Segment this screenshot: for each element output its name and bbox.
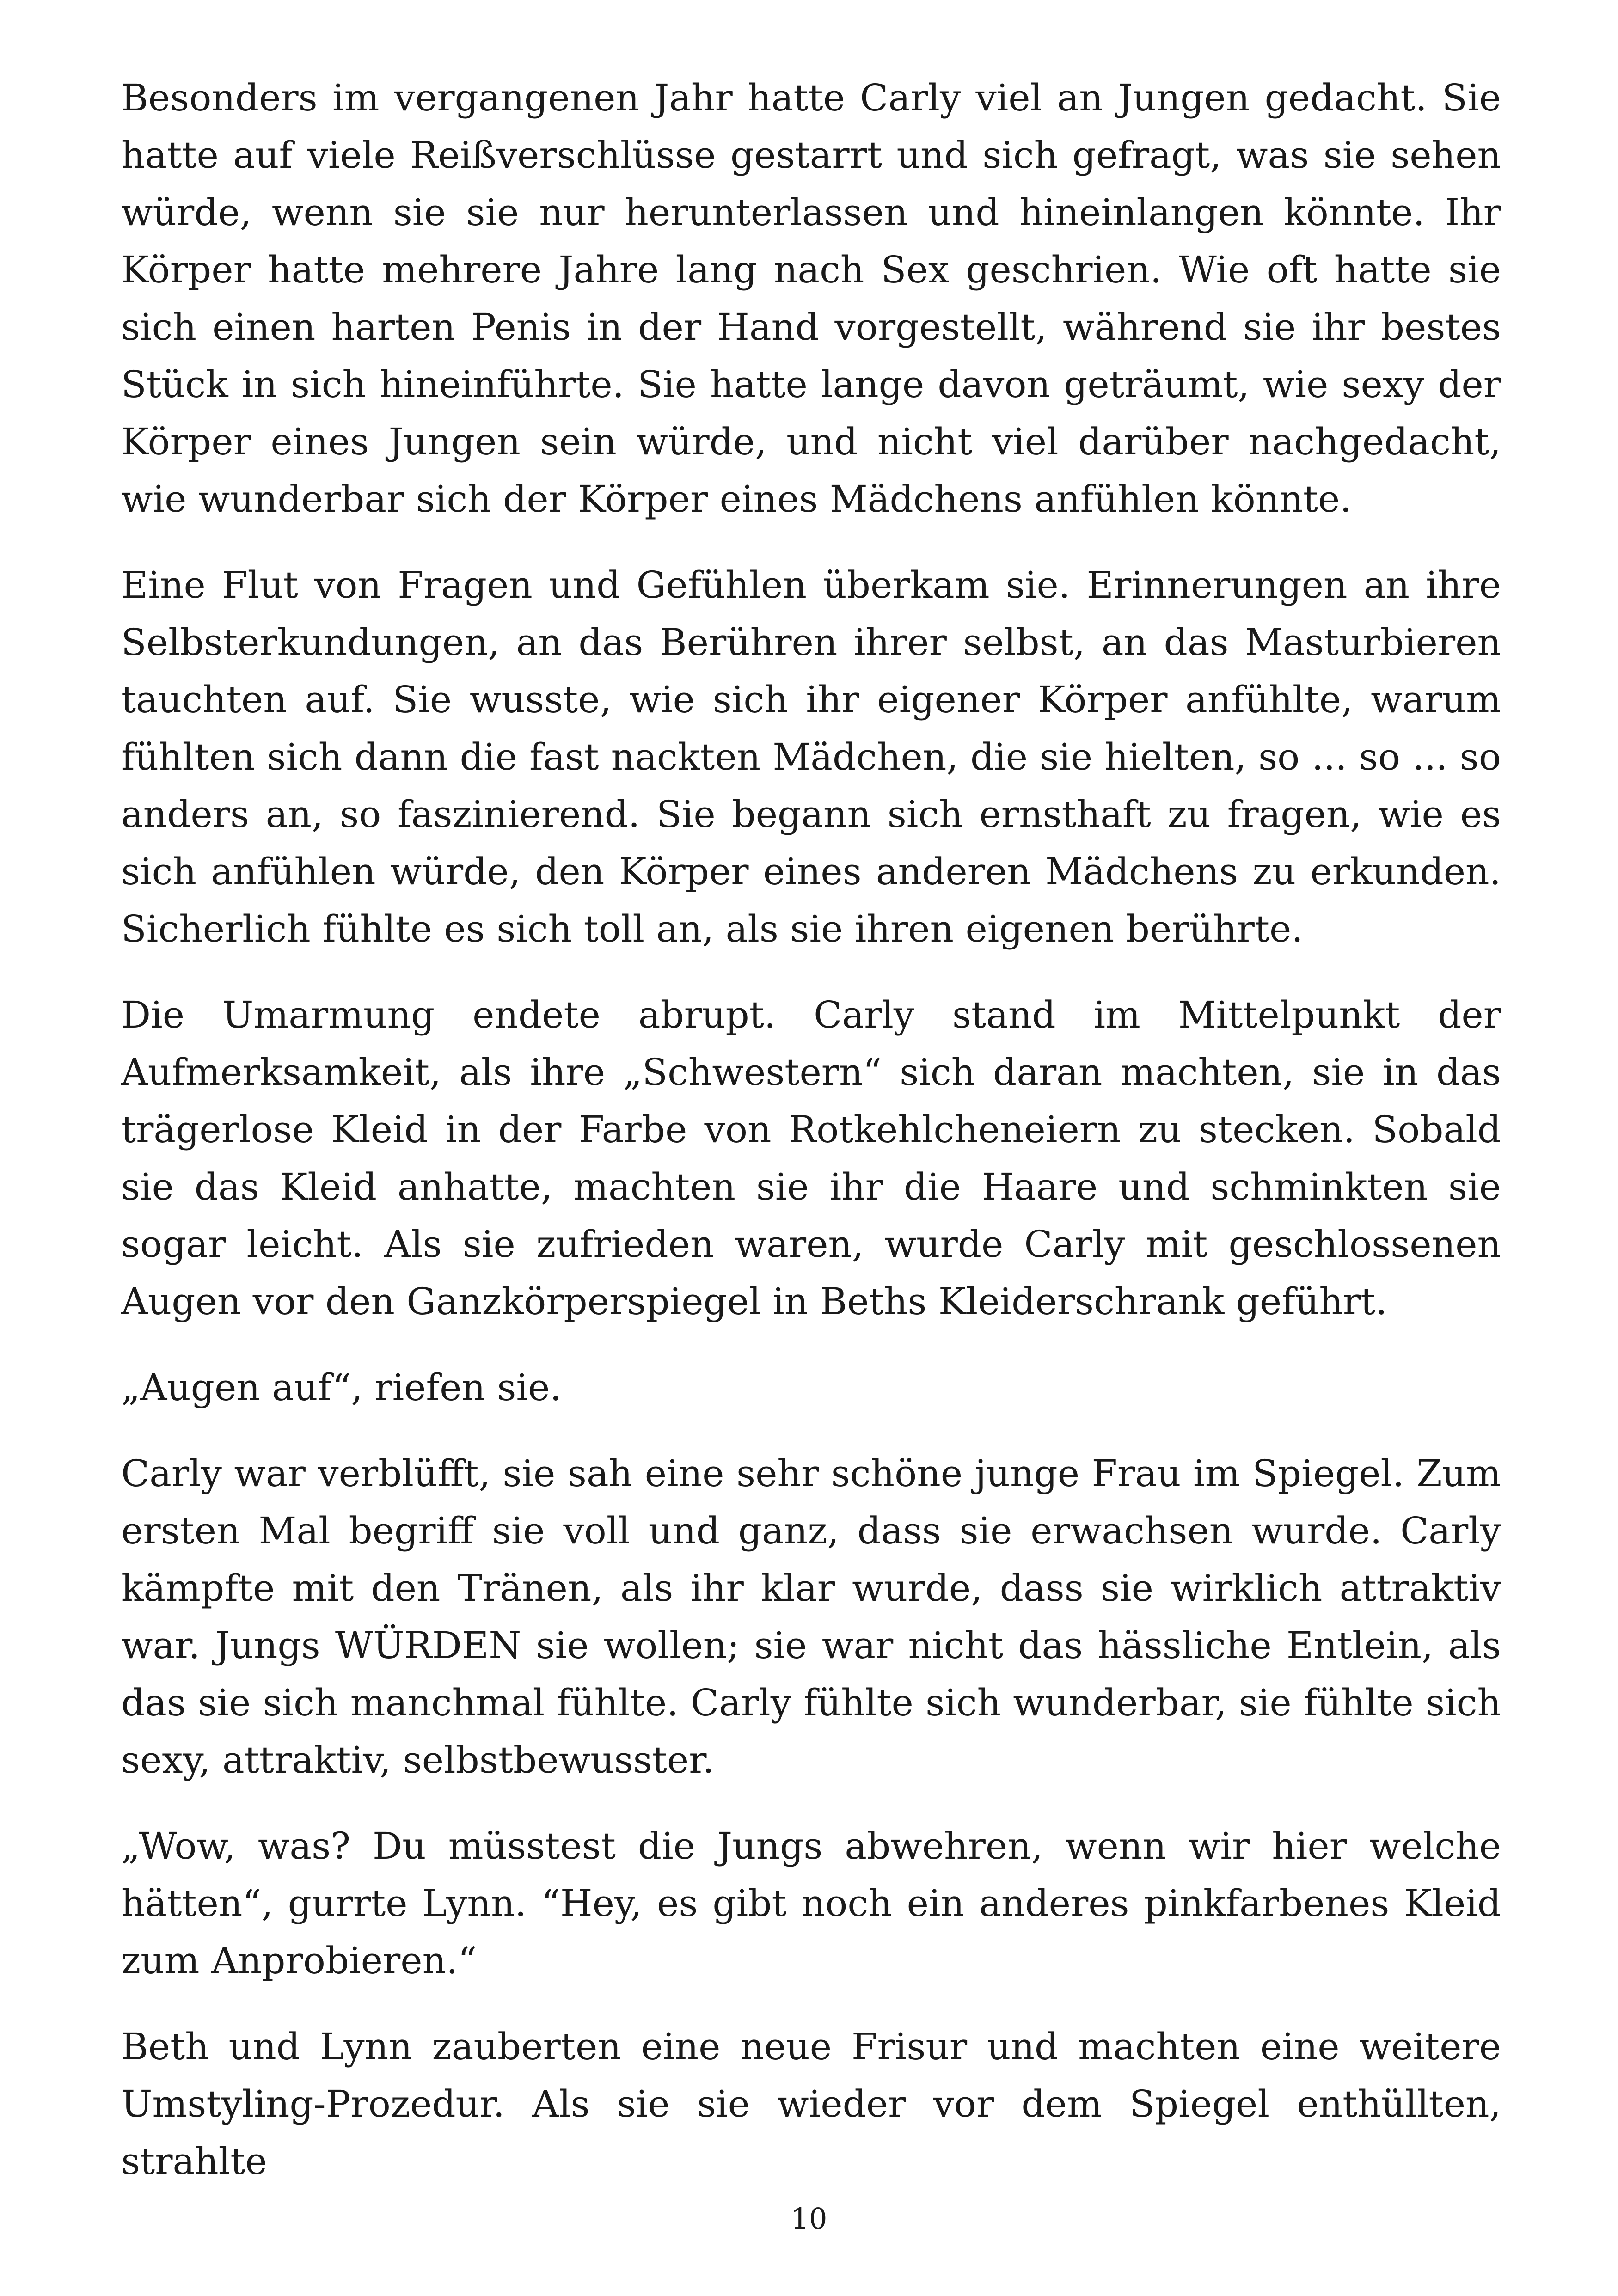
paragraph-4: „Augen auf“, riefen sie. — [121, 1366, 562, 1409]
page-number: 10 — [791, 2202, 827, 2235]
paragraph-5: Carly war verblüfft, sie sah eine sehr schöne junge Frau im Spiegel. Zum ersten Mal begriff sie voll und ganz, dass sie erwachsen wurde. Carly kämpfte mit den Tränen, als ihr klar wurde, dass sie wirklich attraktiv war. Jungs WÜRDEN sie wollen; sie war nicht das hässliche Entlein, als das sie sich manchmal fühlte. Carly fühlte sich wunderbar, sie fühlte sich sexy, attraktiv, selbstbewusster. — [121, 1452, 1501, 1782]
paragraph-7: Beth und Lynn zauberten eine neue Frisur und machten eine weitere Umstyling-Prozedur. Als sie sie wieder vor dem Spiegel enthüllten, strahlte — [121, 2025, 1501, 2183]
paragraph-3: Die Umarmung endete abrupt. Carly stand im Mittelpunkt der Aufmerksamkeit, als ihre „Schwestern“ sich daran machten, sie in das trägerlose Kleid in der Farbe von Rotkehlcheneiern zu stecken. Sobald sie das Kleid anhatte, machten sie ihr die Haare und schminkten sie sogar leicht. Als sie zufrieden waren, wurde Carly mit geschlossenen Augen vor den Ganzkörperspiegel in Beths Kleiderschrank geführt. — [121, 993, 1501, 1323]
paragraph-6: „Wow, was? Du müsstest die Jungs abwehren, wenn wir hier welche hätten“, gurrte Lynn. “Hey, es gibt noch ein anderes pinkfarbenes Kleid zum Anprobieren.“ — [121, 1825, 1501, 1982]
paragraph-1: Besonders im vergangenen Jahr hatte Carly viel an Jungen gedacht. Sie hatte auf viele Reißverschlüsse gestarrt und sich gefragt, was sie sehen würde, wenn sie sie nur herunterlassen und hineinlangen könnte. Ihr Körper hatte mehrere Jahre lang nach Sex geschrien. Wie oft hatte sie sich einen harten Penis in der Hand vorgestellt, während sie ihr bestes Stück in sich hineinführte. Sie hatte lange davon geträumt, wie sexy der Körper eines Jungen sein würde, und nicht viel darüber nachgedacht, wie wunderbar sich der Körper eines Mädchens anfühlen könnte. — [121, 76, 1501, 520]
page-body — [121, 69, 1501, 2219]
paragraph-2: Eine Flut von Fragen und Gefühlen überkam sie. Erinnerungen an ihre Selbsterkundungen, an das Berühren ihrer selbst, an das Masturbieren tauchten auf. Sie wusste, wie sich ihr eigener Körper anfühlte, warum fühlten sich dann die fast nackten Mädchen, die sie hielten, so ... so ... so anders an, so faszinierend. Sie begann sich ernsthaft zu fragen, wie es sich anfühlen würde, den Körper eines anderen Mädchens zu erkunden. Sicherlich fühlte es sich toll an, als sie ihren eigenen berührte. — [121, 563, 1501, 950]
